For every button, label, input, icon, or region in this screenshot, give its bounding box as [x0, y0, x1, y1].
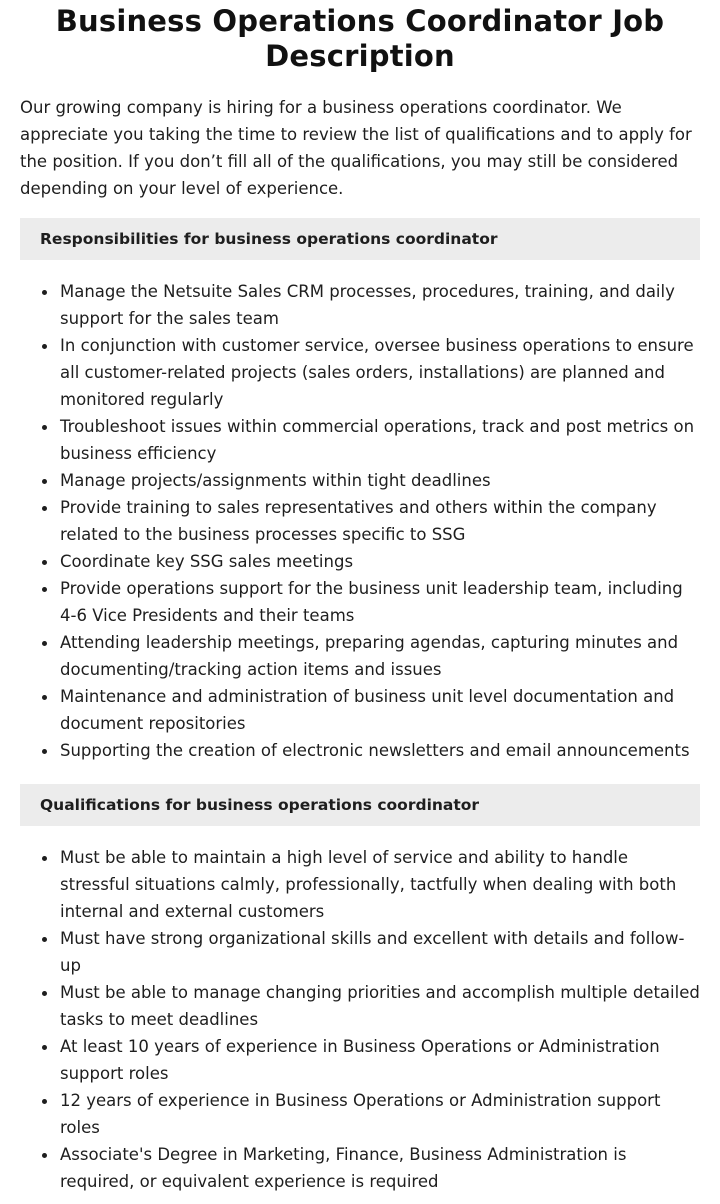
list-item-text: Maintenance and administration of business unit level documentation and document repositories: [60, 687, 675, 733]
responsibilities-list: [20, 278, 700, 764]
list-item-text: Associate's Degree in Marketing, Finance, Business Administration is required, or equivalent experience is required: [60, 1145, 627, 1191]
list-item: [60, 548, 700, 575]
list-item: [60, 979, 700, 1033]
list-item-text: Provide training to sales representatives and others within the company related to the business processes specific to SSG: [60, 498, 657, 544]
bullet-icon: [42, 1099, 47, 1104]
list-item-text: Must be able to manage changing priorities and accomplish multiple detailed tasks to meet deadlines: [60, 983, 700, 1029]
list-item: [60, 467, 700, 494]
bullet-icon: [42, 560, 47, 565]
bullet-icon: [42, 290, 47, 295]
list-item: [60, 332, 700, 413]
list-item: [60, 683, 700, 737]
list-item: [60, 413, 700, 467]
list-item-text: Attending leadership meetings, preparing agendas, capturing minutes and documenting/tracking action items and issues: [60, 633, 679, 679]
bullet-icon: [42, 506, 47, 511]
job-description-page: [0, 4, 720, 1195]
list-item: [60, 575, 700, 629]
bullet-icon: [42, 641, 47, 646]
list-item-text: Must have strong organizational skills and excellent with details and follow-up: [60, 929, 685, 975]
list-item: [60, 925, 700, 979]
bullet-icon: [42, 695, 47, 700]
list-item-text: Manage the Netsuite Sales CRM processes, procedures, training, and daily support for the sales team: [60, 282, 675, 328]
bullet-icon: [42, 425, 47, 430]
bullet-icon: [42, 587, 47, 592]
qualifications-heading: Qualifications for business operations coordinator: [20, 784, 700, 826]
list-item: [60, 1033, 700, 1087]
qualifications-list: [20, 844, 700, 1195]
bullet-icon: [42, 937, 47, 942]
list-item: [60, 737, 700, 764]
list-item: [60, 1141, 700, 1195]
list-item-text: In conjunction with customer service, oversee business operations to ensure all customer-related projects (sales orders, installations) are planned and monitored regularly: [60, 336, 694, 409]
list-item-text: Must be able to maintain a high level of service and ability to handle stressful situations calmly, professionally, tactfully when dealing with both internal and external customers: [60, 848, 677, 921]
list-item-text: Coordinate key SSG sales meetings: [60, 552, 354, 571]
bullet-icon: [42, 1153, 47, 1158]
list-item-text: Troubleshoot issues within commercial operations, track and post metrics on business efficiency: [60, 417, 695, 463]
list-item: [60, 278, 700, 332]
bullet-icon: [42, 344, 47, 349]
intro-paragraph: Our growing company is hiring for a business operations coordinator. We appreciate you taking the time to review the list of qualifications and to apply for the position. If you don’t fill all of the qualifications, you may still be considered depending on your level of experience.: [20, 98, 692, 198]
list-item-text: At least 10 years of experience in Business Operations or Administration support roles: [60, 1037, 660, 1083]
page-title: Business Operations Coordinator Job Description: [55, 4, 665, 73]
bullet-icon: [42, 991, 47, 996]
bullet-icon: [42, 749, 47, 754]
list-item: [60, 844, 700, 925]
list-item: [60, 1087, 700, 1141]
list-item-text: 12 years of experience in Business Operations or Administration support roles: [60, 1091, 661, 1137]
responsibilities-heading: Responsibilities for business operations coordinator: [20, 218, 700, 260]
list-item-text: Provide operations support for the business unit leadership team, including 4-6 Vice Presidents and their teams: [60, 579, 683, 625]
bullet-icon: [42, 856, 47, 861]
list-item-text: Manage projects/assignments within tight deadlines: [60, 471, 491, 490]
bullet-icon: [42, 479, 47, 484]
bullet-icon: [42, 1045, 47, 1050]
list-item: [60, 494, 700, 548]
list-item-text: Supporting the creation of electronic newsletters and email announcements: [60, 741, 690, 760]
list-item: [60, 629, 700, 683]
